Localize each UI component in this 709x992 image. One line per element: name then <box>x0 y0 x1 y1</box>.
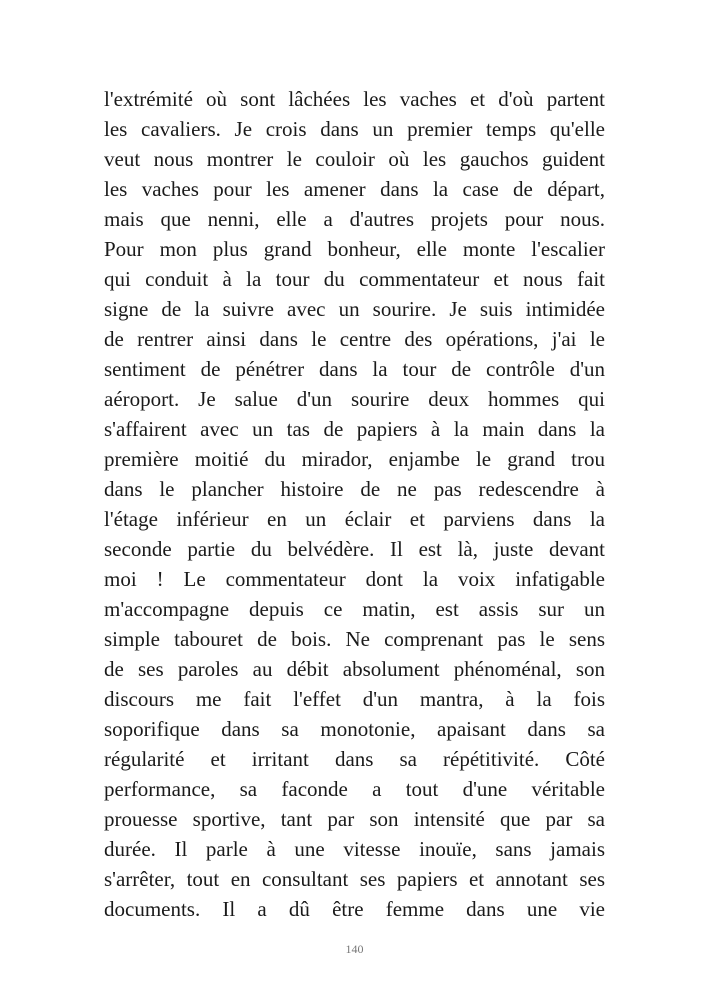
text-line: prouesse sportive, tant par son intensité que par sa <box>104 807 605 831</box>
text-line: discours me fait l'effet d'un mantra, à la fois <box>104 687 605 711</box>
text-line: mais que nenni, elle a d'autres projets pour nous. <box>104 207 605 231</box>
body-text <box>104 84 605 924</box>
text-line: simple tabouret de bois. Ne comprenant pas le sens <box>104 627 605 651</box>
text-line: dans le plancher histoire de ne pas redescendre à <box>104 477 605 501</box>
text-line: s'arrêter, tout en consultant ses papiers et annotant ses <box>104 867 605 891</box>
text-line: de ses paroles au débit absolument phénoménal, son <box>104 657 605 681</box>
text-line: documents. Il a dû être femme dans une vie <box>104 897 605 921</box>
text-line: régularité et irritant dans sa répétitivité. Côté <box>104 747 605 771</box>
text-line: les cavaliers. Je crois dans un premier temps qu'elle <box>104 117 605 141</box>
text-line: m'accompagne depuis ce matin, est assis sur un <box>104 597 605 621</box>
text-line: sentiment de pénétrer dans la tour de contrôle d'un <box>104 357 605 381</box>
text-line: s'affairent avec un tas de papiers à la main dans la <box>104 417 605 441</box>
text-line: moi ! Le commentateur dont la voix infatigable <box>104 567 605 591</box>
text-line: de rentrer ainsi dans le centre des opérations, j'ai le <box>104 327 605 351</box>
text-line: aéroport. Je salue d'un sourire deux hommes qui <box>104 387 605 411</box>
page-number: 140 <box>345 942 364 956</box>
text-line: performance, sa faconde a tout d'une véritable <box>104 777 605 801</box>
text-line: les vaches pour les amener dans la case de départ, <box>104 177 605 201</box>
text-line: soporifique dans sa monotonie, apaisant dans sa <box>104 717 605 741</box>
text-line: l'étage inférieur en un éclair et parviens dans la <box>104 507 605 531</box>
text-line: qui conduit à la tour du commentateur et nous fait <box>104 267 605 291</box>
text-line: signe de la suivre avec un sourire. Je suis intimidée <box>104 297 605 321</box>
text-line: Pour mon plus grand bonheur, elle monte l'escalier <box>104 237 605 261</box>
text-line: veut nous montrer le couloir où les gauchos guident <box>104 147 605 171</box>
text-line: seconde partie du belvédère. Il est là, juste devant <box>104 537 605 561</box>
text-line: l'extrémité où sont lâchées les vaches et d'où partent <box>104 87 605 111</box>
text-line: première moitié du mirador, enjambe le grand trou <box>104 447 605 471</box>
text-line: durée. Il parle à une vitesse inouïe, sans jamais <box>104 837 605 861</box>
